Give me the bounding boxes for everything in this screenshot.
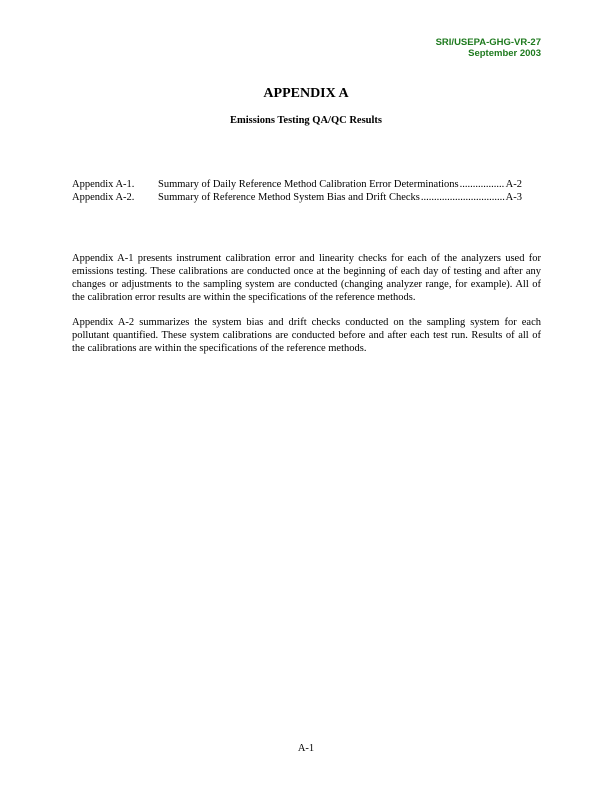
toc-entry-label: Appendix A-2. [72, 192, 135, 203]
toc-dot-leader [421, 191, 505, 204]
toc-entry-title: Summary of Reference Method System Bias and Drift Checks [158, 192, 420, 203]
body-paragraph: Appendix A-2 summarizes the system bias and drift checks conducted on the sampling system for each pollutant quantified. These system calibrations are conducted before and after each test run. Results of all of the calibrations are within the specifications of the reference methods. [72, 317, 541, 354]
report-header [436, 37, 541, 59]
toc-entry-title: Summary of Daily Reference Method Calibration Error Determinations [158, 179, 459, 190]
toc-entry[interactable] [72, 191, 522, 204]
toc-entry[interactable] [72, 178, 522, 191]
page-number: A-1 [297, 743, 315, 754]
appendix-subtitle: Emissions Testing QA/QC Results [230, 115, 382, 126]
report-id: SRI/USEPA-GHG-VR-27 [435, 37, 541, 48]
toc-dot-leader [460, 178, 505, 191]
toc-entry-page: A-3 [505, 192, 522, 203]
body-paragraph: Appendix A-1 presents instrument calibration error and linearity checks for each of the analyzers used for emissions testing. These calibrations are conducted once at the beginning of each day of testing and after any changes or adjustments to the sampling system are conducted (changing analyzer range, for example). All of the calibration error results are within the specifications of the reference methods. [72, 253, 541, 303]
report-date: September 2003 [468, 48, 541, 59]
appendix-title: APPENDIX A [263, 86, 349, 101]
toc-entry-page: A-2 [505, 179, 522, 190]
table-of-contents [72, 178, 522, 204]
toc-entry-label: Appendix A-1. [72, 179, 135, 190]
